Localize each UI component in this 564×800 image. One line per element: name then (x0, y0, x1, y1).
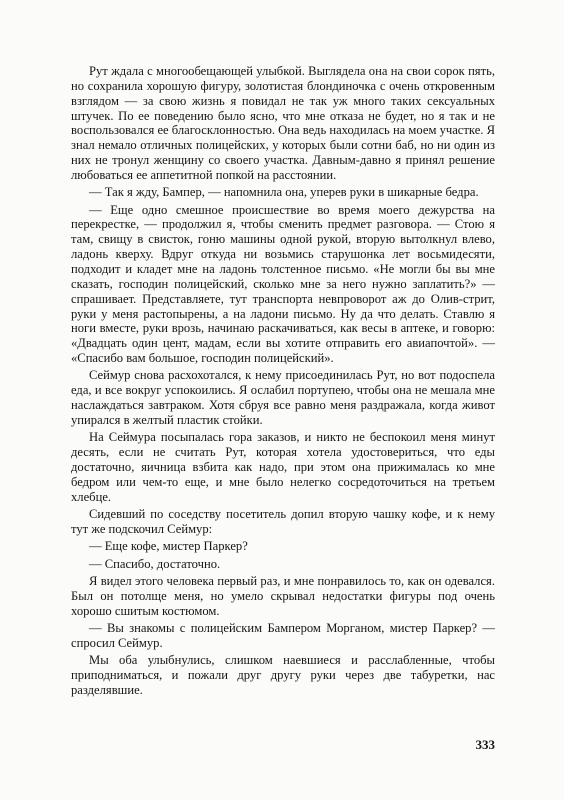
paragraph: — Еще кофе, мистер Паркер? (89, 539, 248, 554)
paragraph: — Спасибо, достаточно. (89, 556, 221, 571)
paragraph: Сеймур снова расхохотался, к нему присоединилась Рут, но вот подоспела еда, и все вокруг успокоились. Я ослабил портупею, чтобы она не мешала мне наслаждаться завтраком. Хотя сбруя все равно меня раздражала, когда живот упирался в желтый пластик стойки. (71, 368, 495, 427)
paragraph: Рут ждала с многообещающей улыбкой. Выглядела она на свои сорок пять, но сохранила хорошую фигуру, золотистая блондиночка с очень откровенным взглядом — за свою жизнь я повидал не так уж много таких сексуальных штучек. По ее поведению было ясно, что мне отказа не будет, но я так и не воспользовался ее благосклонностью. Она ведь находилась на моем участке. Я знал немало отличных полицейских, у которых были сотни баб, но ни один из них не тронул женщину со своего участка. Давным-давно я принял решение любоваться ее аппетитной попкой на расстоянии. (71, 64, 495, 182)
page-number: 333 (475, 737, 495, 752)
paragraph: Я видел этого человека первый раз, и мне понравилось то, как он одевался. Был он потолще меня, но умело скрывал недостатки фигуры под очень хорошо сшитым костюмом. (71, 573, 495, 618)
paragraph: — Так я жду, Бампер, — напомнила она, уперев руки в шикарные бедра. (89, 185, 479, 200)
paragraph: На Сеймура посыпалась гора заказов, и никто не беспокоил меня минут десять, если не считать Рут, которая хотела удостовериться, что еды достаточно, яичница взбита как надо, при этом она прижималась ко мне бедром или чем-то еще, и мне было нелегко сосредоточиться на третьем хлебце. (71, 430, 495, 504)
paragraph: — Еще одно смешное происшествие во время моего дежурства на перекрестке, — продолжил я, чтобы сменить предмет разговора. — Стою я там, свищу в свисток, гоню машины одной рукой, вторую вытолкнул влево, ладонь кверху. Вдруг откуда ни возьмись старушонка лет восьмидесяти, подходит и кладет мне на ладонь толстенное письмо. «Не могли бы вы мне сказать, господин полицейский, сколько мне за него нужно заплатить?» — спрашивает. Представляете, тут транспорта невпроворот аж до Олив-стрит, руки у меня растопырены, а на ладони письмо. Ну да что делать. Ставлю я ноги вместе, руки врозь, начинаю раскачиваться, как весы в аптеке, и говорю: «Двадцать один цент, мадам, если вы хотите отправить его авиапочтой». — «Спасибо вам большое, господин полицейский». (71, 202, 495, 366)
paragraph: Мы оба улыбнулись, слишком наевшиеся и расслабленные, чтобы приподниматься, и пожали друг другу руки через две табуретки, нас разделявшие. (71, 653, 495, 697)
paragraph: — Вы знакомы с полицейским Бампером Морганом, мистер Паркер? — спросил Сеймур. (71, 620, 495, 650)
paragraph: Сидевший по соседству посетитель допил вторую чашку кофе, и к нему тут же подскочил Сеймур: (71, 506, 495, 536)
text-column (71, 64, 495, 700)
